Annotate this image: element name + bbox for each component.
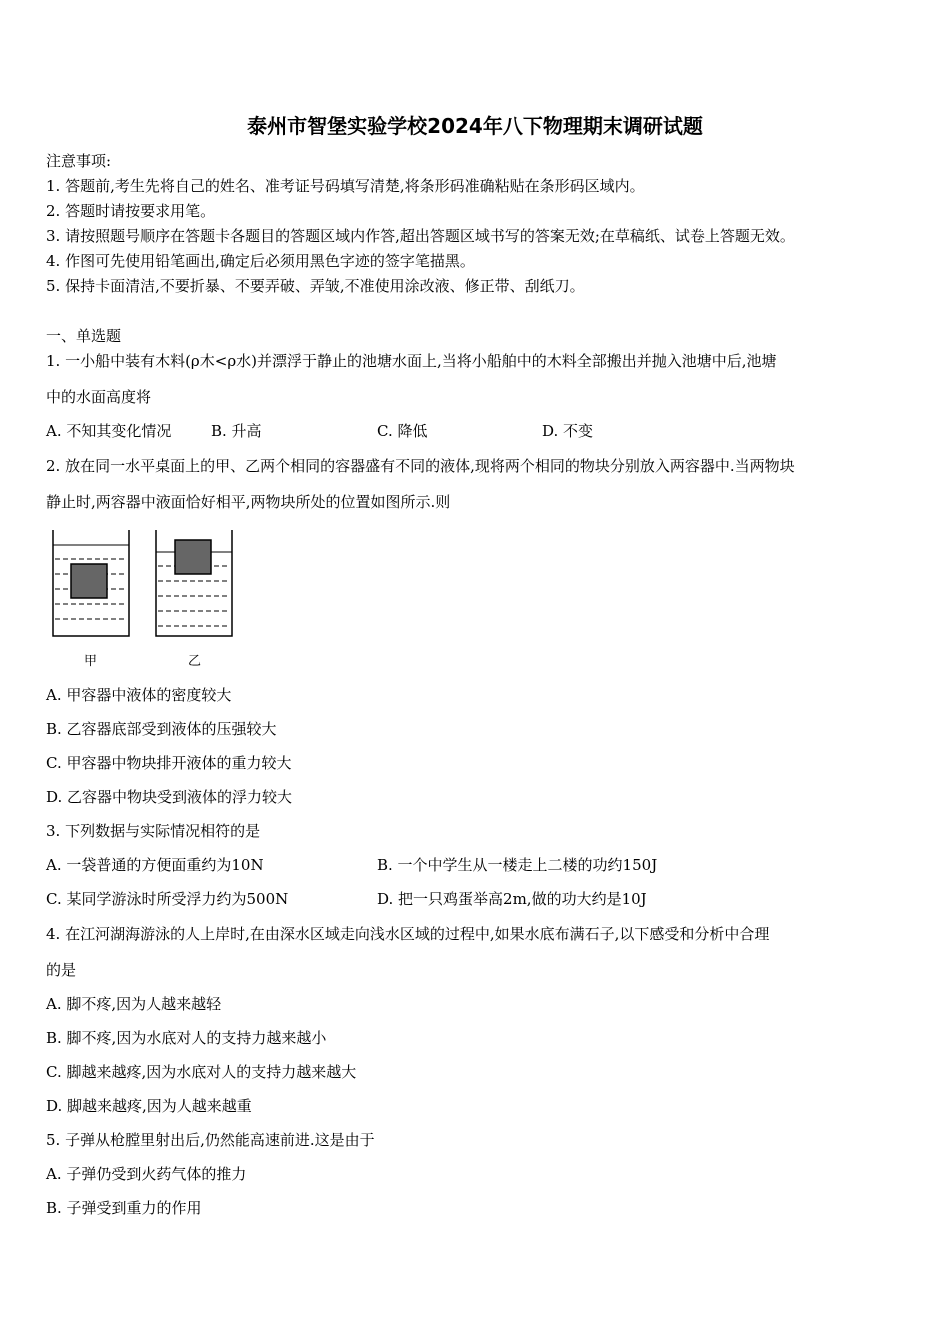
q2-option-b: B. 乙容器底部受到液体的压强较大 — [46, 720, 277, 738]
q1-option-b: B. 升高 — [211, 422, 262, 440]
q4-option-b: B. 脚不疼,因为水底对人的支持力越来越小 — [46, 1029, 327, 1047]
q2-option-d: D. 乙容器中物块受到液体的浮力较大 — [46, 788, 293, 806]
q1-option-a: A. 不知其变化情况 — [46, 422, 172, 440]
q5-option-b: B. 子弹受到重力的作用 — [46, 1199, 202, 1217]
q4-option-d: D. 脚越来越疼,因为人越来越重 — [46, 1097, 252, 1115]
q5-option-a: A. 子弹仍受到火药气体的推力 — [46, 1165, 247, 1183]
container-yi — [156, 530, 232, 636]
container-jia — [53, 530, 129, 636]
notice-item: 4. 作图可先使用铅笔画出,确定后必须用黑色字迹的签字笔描黑。 — [46, 252, 475, 270]
q2-option-c: C. 甲容器中物块排开液体的重力较大 — [46, 754, 292, 772]
question-3-stem: 3. 下列数据与实际情况相符的是 — [46, 822, 261, 840]
notice-heading: 注意事项: — [46, 152, 112, 170]
q3-option-a: A. 一袋普通的方便面重约为10N — [46, 856, 264, 874]
q3-option-d: D. 把一只鸡蛋举高2m,做的功大约是10J — [377, 890, 647, 908]
question-1-stem: 1. 一小船中装有木料(ρ木<ρ水)并漂浮于静止的池塘水面上,当将小船舶中的木料全部搬出并抛入池塘中后,池塘 — [46, 352, 777, 370]
question-4-stem: 4. 在江河湖海游泳的人上岸时,在由深水区域走向浅水区域的过程中,如果水底布满石子,以下感受和分析中合理 — [46, 925, 770, 943]
notice-item: 1. 答题前,考生先将自己的姓名、准考证号码填写清楚,将条形码准确粘贴在条形码区域内。 — [46, 177, 645, 195]
question-5-stem: 5. 子弹从枪膛里射出后,仍然能高速前进.这是由于 — [46, 1131, 375, 1149]
q2-option-a: A. 甲容器中液体的密度较大 — [46, 686, 232, 704]
q3-option-c: C. 某同学游泳时所受浮力约为500N — [46, 890, 289, 908]
q4-option-a: A. 脚不疼,因为人越来越轻 — [46, 995, 222, 1013]
notice-item: 2. 答题时请按要求用笔。 — [46, 202, 216, 220]
notice-item: 3. 请按照题号顺序在答题卡各题目的答题区域内作答,超出答题区域书写的答案无效;在草稿纸、试卷上答题无效。 — [46, 227, 795, 245]
notice-item: 5. 保持卡面清洁,不要折暴、不要弄破、弄皱,不准使用涂改液、修正带、刮纸刀。 — [46, 277, 585, 295]
q4-option-c: C. 脚越来越疼,因为水底对人的支持力越来越大 — [46, 1063, 357, 1081]
question-2-stem: 2. 放在同一水平桌面上的甲、乙两个相同的容器盛有不同的液体,现将两个相同的物块分别放入两容器中.当两物块 — [46, 457, 795, 475]
figure-label-jia: 甲 — [84, 654, 98, 669]
question-2-stem-cont: 静止时,两容器中液面恰好相平,两物块所处的位置如图所示.则 — [46, 493, 451, 511]
figure-label-yi: 乙 — [188, 654, 202, 669]
q3-option-b: B. 一个中学生从一楼走上二楼的功约150J — [377, 856, 658, 874]
q1-option-c: C. 降低 — [377, 422, 428, 440]
question-1-stem-cont: 中的水面高度将 — [46, 388, 152, 406]
page-title: 泰州市智堡实验学校2024年八下物理期末调研试题 — [247, 114, 703, 138]
containers-diagram — [46, 528, 246, 676]
section-heading: 一、单选题 — [46, 327, 122, 345]
question-4-stem-cont: 的是 — [46, 961, 77, 979]
q1-option-d: D. 不变 — [542, 422, 594, 440]
containers-figure — [46, 528, 246, 676]
